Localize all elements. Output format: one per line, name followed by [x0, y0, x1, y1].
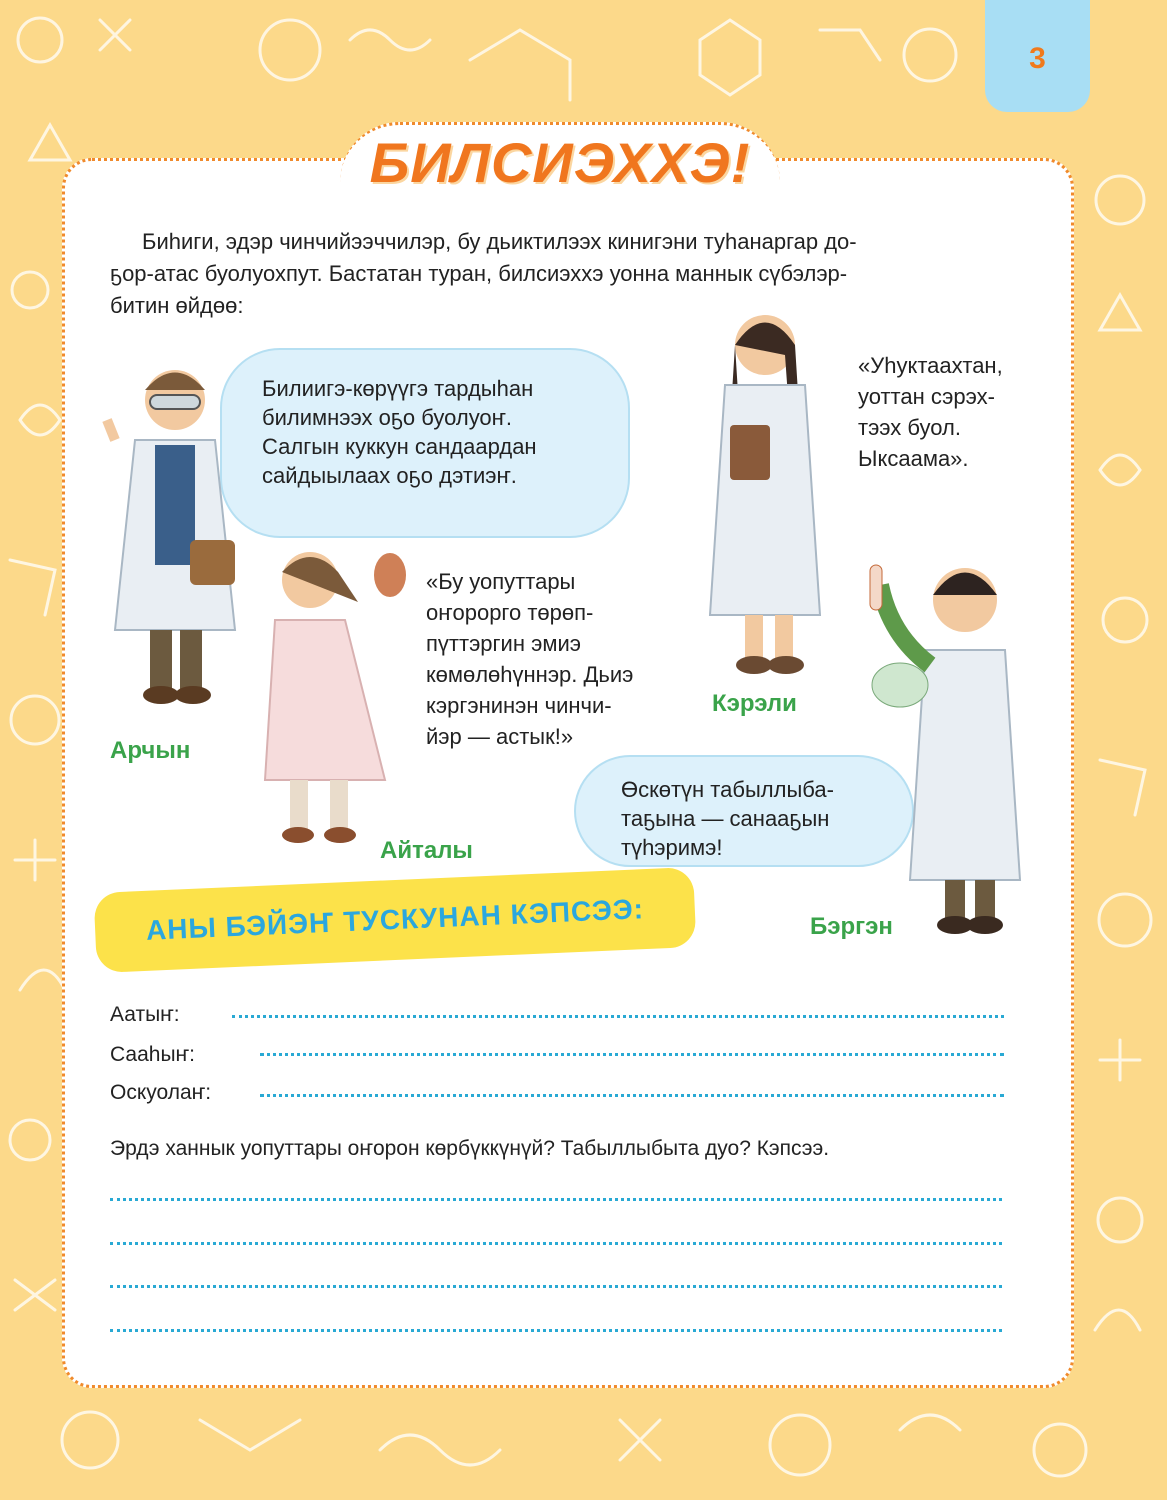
quote-line: «Уһуктаахтан,	[858, 353, 1003, 378]
quote-line: көмөлөһүннэр. Дьиэ	[426, 662, 634, 687]
banner-text: АНЫ БЭЙЭҤ ТУСКУНАН КЭПСЭЭ:	[145, 893, 645, 946]
intro-line: Биһиги, эдэр чинчийээччилэр, бу дьиктилээх кинигэни туһанаргар до-	[142, 229, 857, 254]
bubble-line: Билиигэ-көрүүгэ тардыһан	[262, 376, 534, 401]
answer-line[interactable]	[110, 1329, 1002, 1332]
quote-line: пүттэргин эмиэ	[426, 631, 581, 656]
name-bergen: Бэргэн	[810, 913, 893, 940]
bubble-line: билимнээх оҕо буолуоҥ.	[262, 405, 513, 430]
field-age-line[interactable]	[260, 1053, 1004, 1056]
name-archyn: Арчын	[110, 737, 191, 764]
quote-line: уоттан сэрэх-	[858, 384, 995, 409]
answer-line[interactable]	[110, 1242, 1002, 1245]
field-age-label: Сааһыҥ:	[110, 1043, 195, 1066]
name-kereli: Кэрэли	[712, 690, 797, 717]
intro-line: битин өйдөө:	[110, 293, 244, 318]
quote-line: кэргэнинэн чинчи-	[426, 693, 612, 718]
intro-paragraph	[110, 226, 1010, 322]
intro-line: ҕор-атас буолуохпут. Бастатан туран, билсиэххэ уонна маннык сүбэлэр-	[110, 261, 848, 286]
question-text: Эрдэ ханнык уопуттары оҥорон көрбүккүнүй? Табыллыбыта дуо? Кэпсээ.	[110, 1137, 830, 1160]
bubble-line: түһэримэ!	[621, 835, 723, 860]
field-name-line[interactable]	[232, 1015, 1004, 1018]
field-name-row	[110, 1003, 180, 1033]
name-aitaly: Айталы	[380, 837, 473, 864]
aitaly-illustration	[230, 540, 420, 850]
quote-line: йэр — астык!»	[426, 724, 574, 749]
answer-line[interactable]	[110, 1198, 1002, 1201]
quote-line: тээх буол.	[858, 415, 961, 440]
field-school-line[interactable]	[260, 1094, 1004, 1097]
page-title: БИЛСИЭХХЭ!	[369, 131, 751, 194]
bubble-line: Өскөтүн табыллыба-	[621, 777, 834, 802]
quote-line: «Бу уопуттары	[426, 569, 576, 594]
field-age-row	[110, 1043, 195, 1073]
quote-line: Ыксаама».	[858, 446, 969, 471]
bubble-line: Салгын куккун сандаардан	[262, 434, 537, 459]
quote-aitaly	[426, 566, 633, 752]
page-number: 3	[1029, 42, 1046, 75]
kereli-illustration	[690, 305, 840, 685]
bubble-line: сайдыылаах оҕо дэтиэҥ.	[262, 463, 517, 488]
quote-kereli	[858, 350, 1003, 474]
field-name-label: Аатыҥ:	[110, 1003, 180, 1026]
quote-line: оҥорорго төрөп-	[426, 600, 594, 625]
page-number-tab	[985, 0, 1090, 112]
field-school-row	[110, 1081, 211, 1111]
speech-bubble-archyn	[220, 348, 630, 538]
bergen-illustration	[860, 555, 1040, 945]
bubble-line: таҕына — санааҕын	[621, 806, 830, 831]
answer-line[interactable]	[110, 1285, 1002, 1288]
field-school-label: Оскуолаҥ:	[110, 1081, 212, 1104]
